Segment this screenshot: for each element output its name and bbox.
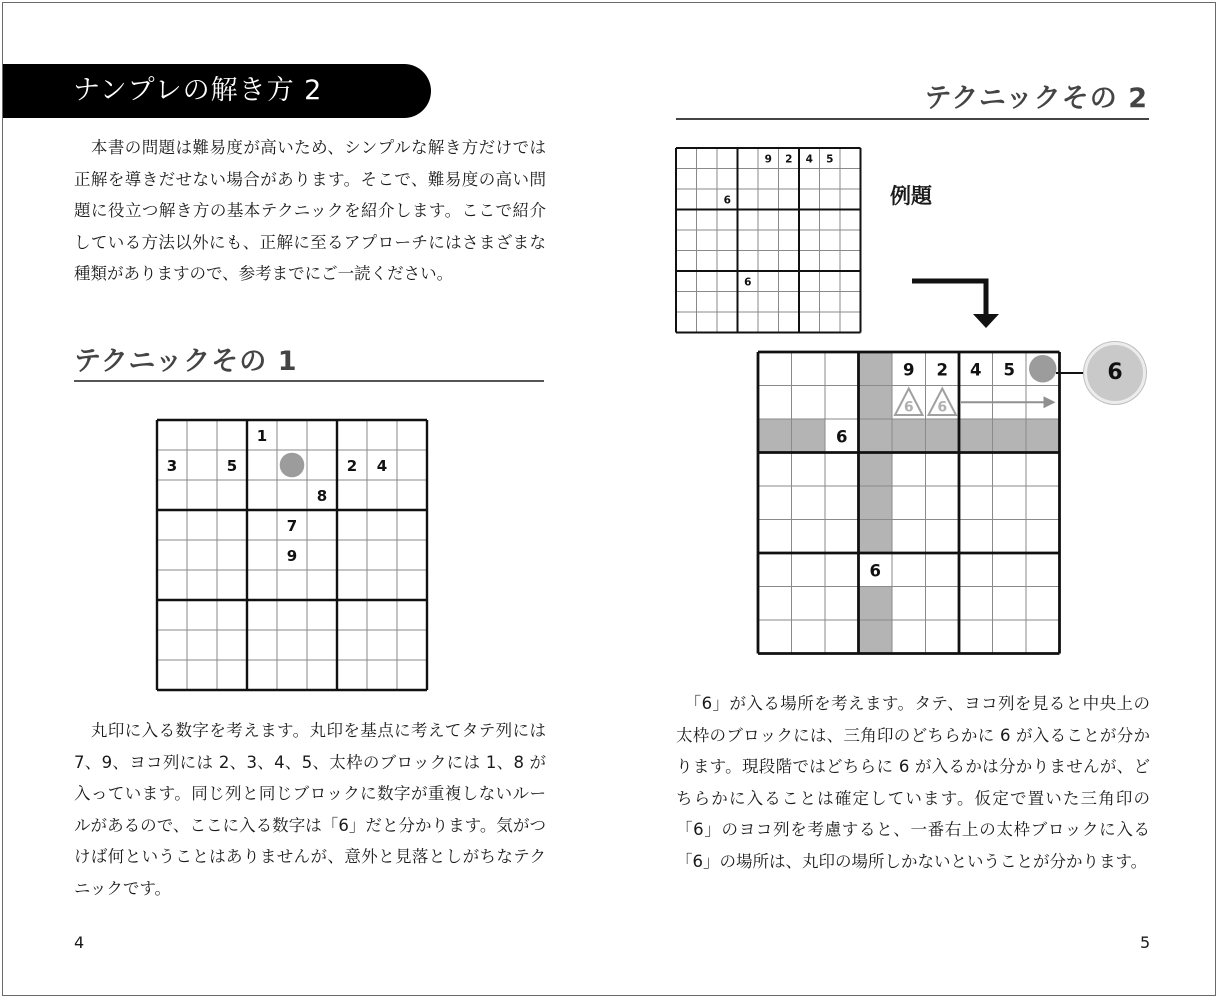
given-digit: 2 xyxy=(346,457,358,475)
given-digit: 9 xyxy=(903,360,915,380)
shaded-cell xyxy=(859,453,893,487)
triangle-label: 6 xyxy=(903,399,914,416)
header-banner xyxy=(3,64,431,118)
shaded-cell xyxy=(859,386,893,420)
section-title-technique-2: テクニックその 2 xyxy=(924,83,1148,114)
given-digit: 8 xyxy=(316,487,328,505)
sudoku-grid-example xyxy=(676,148,861,333)
callout-connector xyxy=(1056,372,1086,374)
shaded-cell xyxy=(859,620,893,654)
given-digit: 4 xyxy=(970,360,982,380)
shaded-cell xyxy=(859,419,893,453)
given-digit: 1 xyxy=(256,427,268,445)
given-digit: 6 xyxy=(836,427,848,447)
given-digit: 9 xyxy=(764,153,772,166)
shaded-cell xyxy=(892,419,926,453)
given-digit: 5 xyxy=(226,457,238,475)
shaded-cell xyxy=(859,352,893,386)
sudoku-grid-technique-1 xyxy=(157,420,427,690)
given-digit: 4 xyxy=(376,457,388,475)
page-number-left: 4 xyxy=(74,933,85,952)
shaded-cell xyxy=(758,419,792,453)
shaded-cell xyxy=(959,419,993,453)
shaded-cell xyxy=(859,587,893,621)
shaded-cell xyxy=(859,486,893,520)
example-label: 例題 xyxy=(890,184,932,208)
technique-2-explanation: 「6」が入る場所を考えます。タテ、ヨコ列を見ると中央上の太枠のブロックには、三角印のどちらかに 6 が入ることが分かります。現段階ではどちらに 6 が入るかは分かりませんが、どちらかに入ることは確定しています。仮定で置いた三角印の「6」のヨコ列を考慮すると、一番右上の太枠ブロックに入る「6」の場所は、丸印の場所しかないということが分かります。 xyxy=(676,694,1150,871)
circle-marker-icon xyxy=(1029,355,1056,382)
sudoku-svg xyxy=(758,352,1060,654)
shaded-cell xyxy=(993,419,1027,453)
given-digit: 6 xyxy=(744,276,752,289)
given-digit: 6 xyxy=(869,561,881,581)
triangle-label: 6 xyxy=(937,399,948,416)
down-arrow-icon xyxy=(908,276,1008,332)
intro-paragraph: 本書の問題は難易度が高いため、シンプルな解き方だけでは正解を導きだせない場合があります。そこで、難易度の高い問題に役立つ解き方の基本テクニックを紹介します。ここで紹介している方法以外にも、正解に至るアプローチにはさまざまな種類がありますので、参考までにご一読ください。 xyxy=(74,138,546,284)
shaded-cell xyxy=(859,520,893,554)
callout-answer-circle: 6 xyxy=(1084,342,1146,404)
given-digit: 6 xyxy=(723,194,731,207)
shaded-cell xyxy=(1026,419,1060,453)
given-digit: 5 xyxy=(826,153,834,166)
given-digit: 4 xyxy=(805,153,813,166)
page-number-right: 5 xyxy=(1140,933,1151,952)
circle-marker-icon xyxy=(280,453,305,478)
given-digit: 2 xyxy=(936,360,948,380)
sudoku-svg xyxy=(157,420,427,690)
given-digit: 5 xyxy=(1003,360,1015,380)
shaded-cell xyxy=(926,419,960,453)
section-title-technique-1: テクニックその 1 xyxy=(74,346,298,377)
given-digit: 7 xyxy=(286,517,298,535)
section-rule xyxy=(74,380,544,382)
given-digit: 3 xyxy=(166,457,178,475)
shaded-cell xyxy=(792,419,826,453)
given-digit: 2 xyxy=(785,153,793,166)
sudoku-svg xyxy=(676,148,861,333)
given-digit: 9 xyxy=(286,547,298,565)
sudoku-grid-solution xyxy=(758,352,1060,654)
technique-1-explanation: 丸印に入る数字を考えます。丸印を基点に考えてタテ列には 7、9、ヨコ列には 2、3、4、5、太枠のブロックには 1、8 が入っています。同じ列と同じブロックに数字が重複しないルールがあるので、ここに入る数字は「6」だと分かります。気がつけば何ということはありませんが、意外と見落としがちなテクニックです。 xyxy=(74,721,546,898)
section-rule xyxy=(676,118,1149,120)
header-title: ナンプレの解き方 2 xyxy=(73,75,323,106)
